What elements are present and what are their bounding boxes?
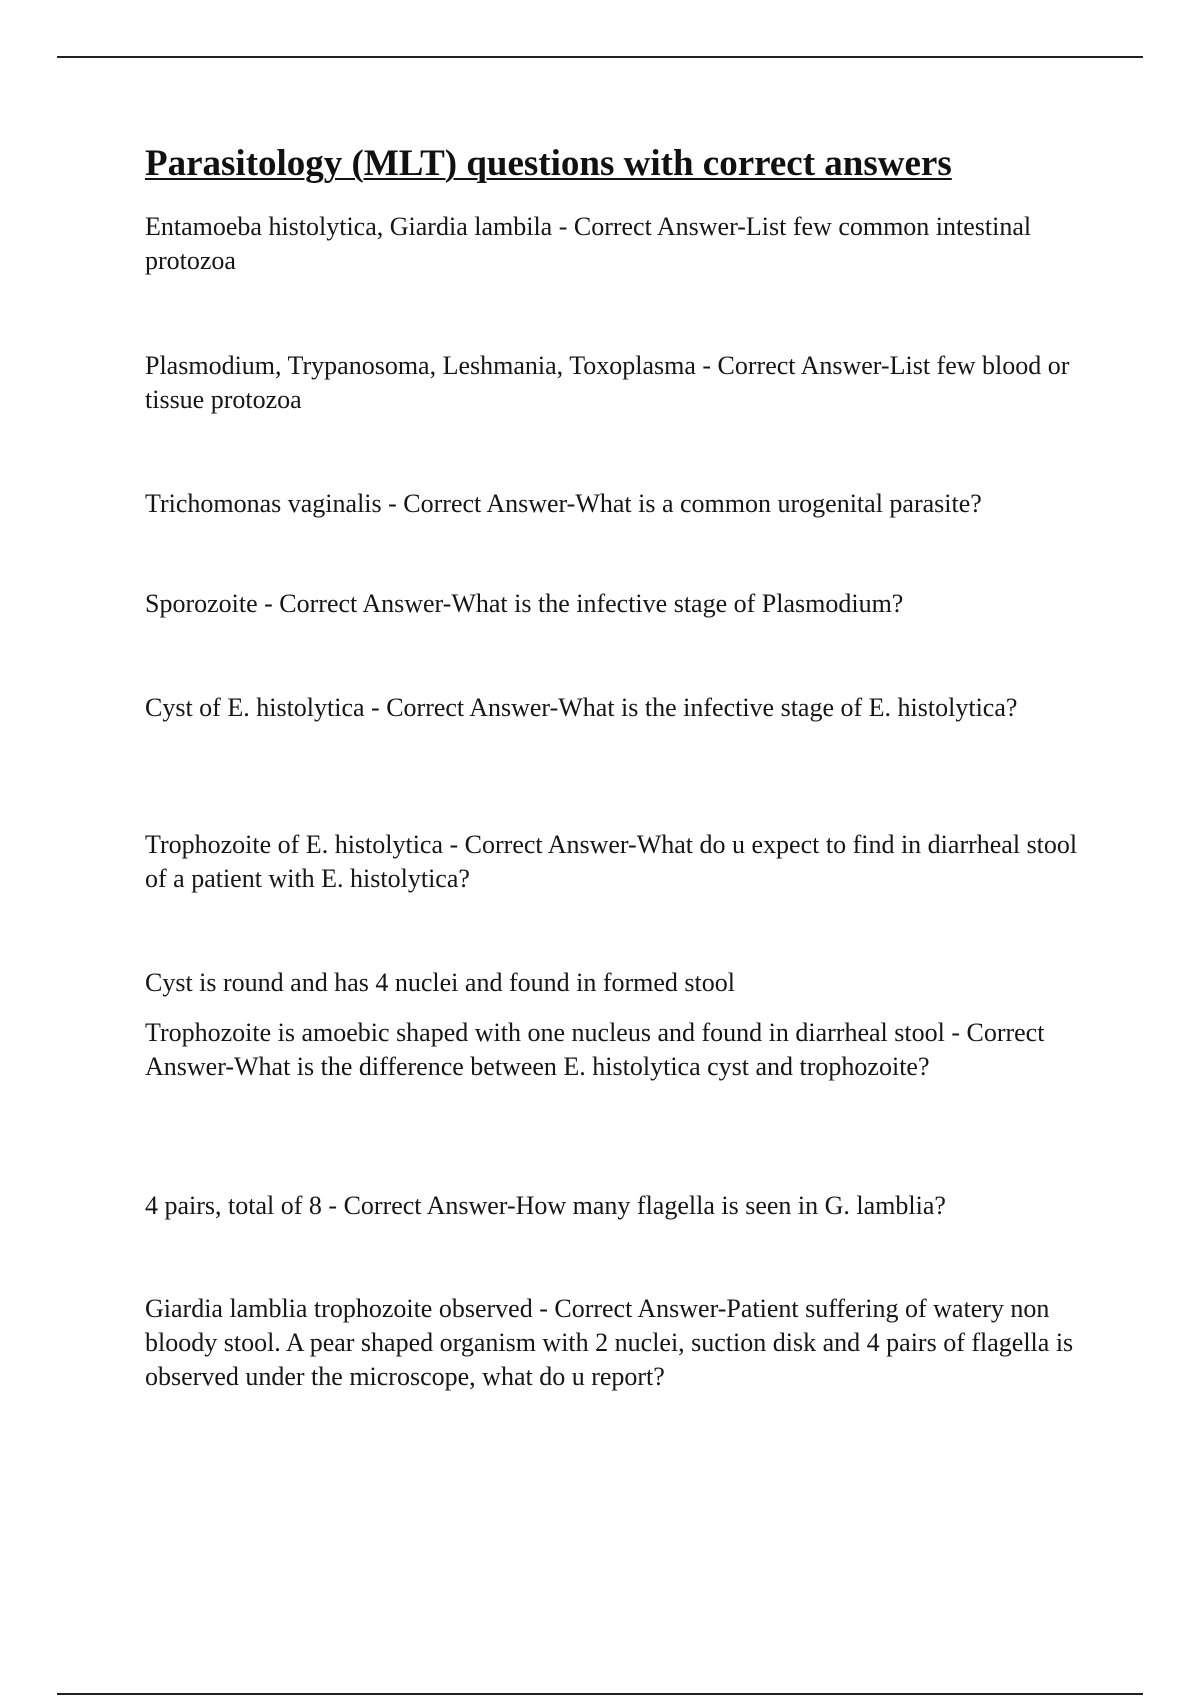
header-rule [57, 56, 1143, 58]
page-title: Parasitology (MLT) questions with correct answers [145, 143, 952, 184]
qa-entry-8: Trophozoite is amoebic shaped with one nucleus and found in diarrheal stool - Correct Answer-What is the difference between E. histolytica cyst and trophozoite? [145, 1018, 1045, 1081]
qa-entry-7: Cyst is round and has 4 nuclei and found in formed stool [145, 968, 735, 997]
qa-entry-9: 4 pairs, total of 8 - Correct Answer-How many flagella is seen in G. lamblia? [145, 1191, 946, 1220]
qa-entry-3: Trichomonas vaginalis - Correct Answer-What is a common urogenital parasite? [145, 489, 982, 518]
qa-entry-6: Trophozoite of E. histolytica - Correct Answer-What do u expect to find in diarrheal stool of a patient with E. histolytica? [145, 830, 1078, 893]
qa-entry-5: Cyst of E. histolytica - Correct Answer-What is the infective stage of E. histolytica? [145, 693, 1018, 722]
qa-entry-4: Sporozoite - Correct Answer-What is the infective stage of Plasmodium? [145, 589, 904, 618]
footer-rule [57, 1693, 1143, 1695]
qa-entry-1: Entamoeba histolytica, Giardia lambila - Correct Answer-List few common intestinal protozoa [145, 212, 1032, 275]
qa-entry-2: Plasmodium, Trypanosoma, Leshmania, Toxoplasma - Correct Answer-List few blood or tissue protozoa [145, 351, 1070, 414]
qa-entry-10: Giardia lamblia trophozoite observed - Correct Answer-Patient suffering of watery non bloody stool. A pear shaped organism with 2 nuclei, suction disk and 4 pairs of flagella is observed under the microscope, what do u report? [145, 1294, 1074, 1391]
